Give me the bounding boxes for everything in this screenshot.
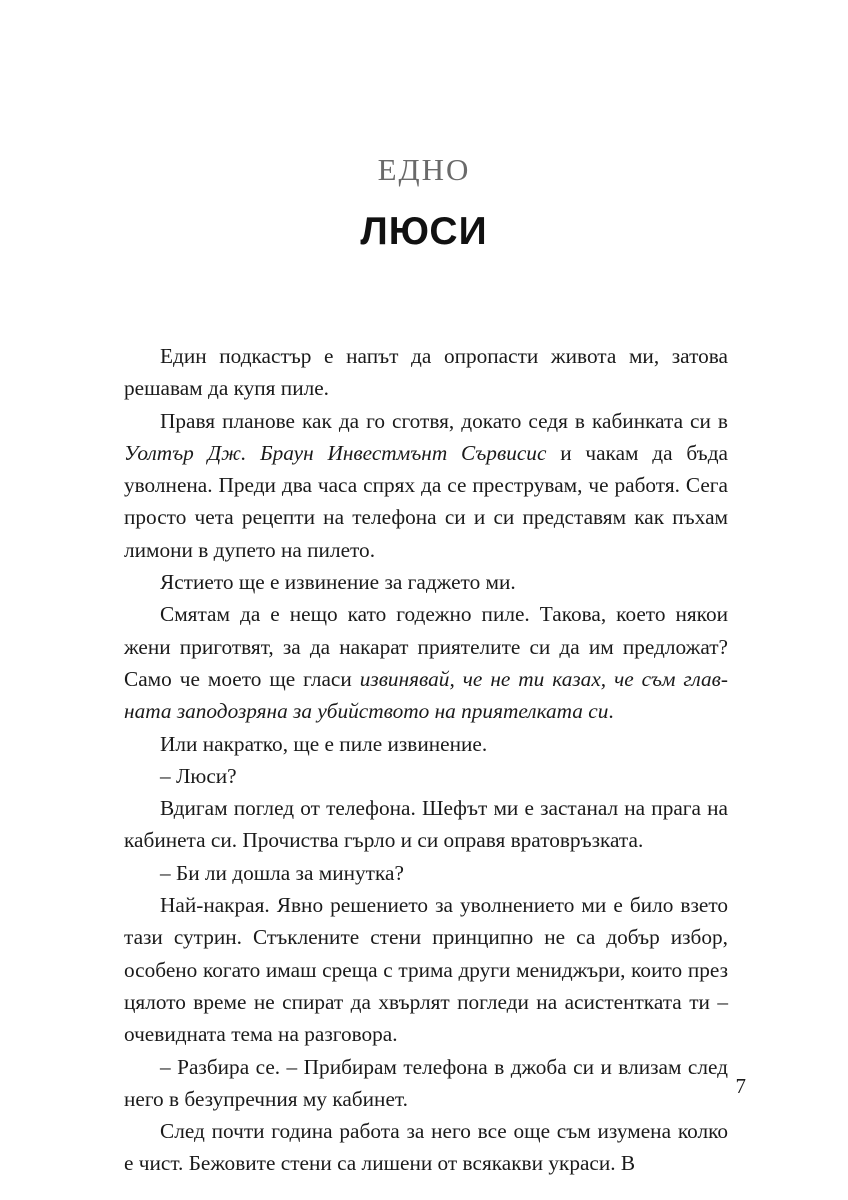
dialogue-line: – Би ли дошла за минутка? (160, 860, 404, 885)
italic-phrase: извинявай, че не ти казах, че съм главната заподозряна за убийството на приятелката си (124, 666, 728, 724)
dialogue-line: – Люси? (160, 763, 237, 788)
paragraph (124, 598, 728, 727)
paragraph: Вдигам поглед от телефона. Шефът ми е застанал на прага на кабинета си. Прочиства гърло и си оправя вратовръзката. (124, 796, 728, 853)
paragraph-text: Смятам да е нещо като годежно пиле. Такова, което някои жени приготвят, за да накарат приятелите си да им предложат? Само че моето ще гласи (124, 602, 728, 691)
paragraph: След почти година работа за него все още съм изумена колко е чист. Бежовите стени са лишени от всякакви украси. В (124, 1119, 728, 1176)
paragraph-text: . (608, 699, 614, 724)
paragraph-text: и чакам да бъда уволнена. Преди два часа спрях да се преструвам, че работя. Сега просто чета рецепти на телефона си и си представям как пъхам лимони в дупето на пилето. (124, 440, 728, 562)
chapter-body (124, 340, 728, 1180)
dialogue-line: – Разбира се. – Прибирам телефона в джоба си и влизам след него в безупречния му кабинет. (124, 1054, 728, 1111)
company-name-italic: Уолтър Дж. Браун Инвестмънт Сървисис (124, 440, 547, 465)
paragraph: Един подкастър е напът да опропасти живота ми, затова решавам да купя пиле. (124, 344, 728, 401)
paragraph: Ястието ще е извинение за гаджето ми. (160, 570, 516, 595)
chapter-title: ЛЮСИ (360, 210, 488, 253)
paragraph: Или накратко, ще е пиле извинение. (160, 731, 488, 756)
page-number: 7 (735, 1074, 746, 1098)
chapter-number: ЕДНО (377, 152, 471, 187)
paragraph-text: Правя планове как да го сготвя, докато седя в кабинката си в (160, 408, 728, 433)
paragraph: Най-накрая. Явно решението за уволнението ми е било взето тази сутрин. Стъклените стени принципно не са добър избор, особено когато имаш среща с трима други мениджъри, които през цялото време не спират да хвърлят погледи на асистентката ти – очевидната тема на разговора. (124, 893, 728, 1047)
paragraph (124, 405, 728, 566)
